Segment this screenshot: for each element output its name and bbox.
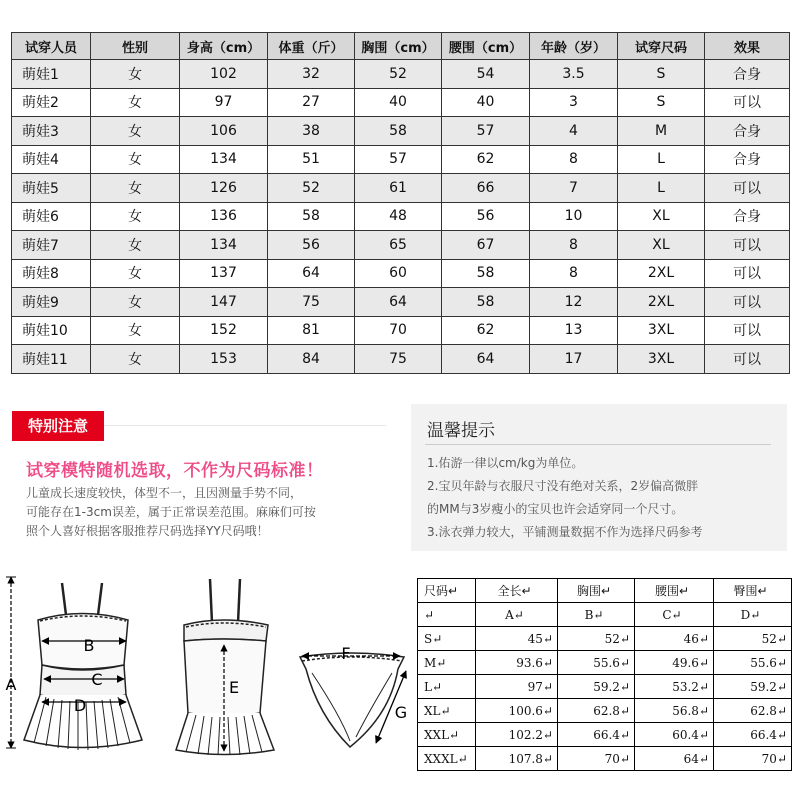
cell-tester: 萌娃2	[12, 88, 91, 117]
cell-weight: 38	[268, 117, 355, 146]
size-cell-hip: 59.2↵	[714, 675, 792, 699]
cell-weight: 75	[268, 288, 355, 317]
size-header-hip: 臀围↵	[714, 579, 792, 603]
diagram-label-f: F	[341, 644, 351, 663]
cell-gender: 女	[91, 117, 180, 146]
table-row	[418, 675, 792, 699]
size-cell-chest: 59.2↵	[558, 675, 635, 699]
size-header-size: 尺码↵	[418, 579, 476, 603]
measurement-diagram	[0, 565, 418, 760]
diagram-label-a: A	[5, 675, 17, 694]
cell-age: 3	[530, 88, 618, 117]
cell-chest: 52	[355, 60, 442, 89]
cell-chest: 40	[355, 88, 442, 117]
table-row	[418, 627, 792, 651]
notice-body	[26, 484, 386, 541]
cell-age: 12	[530, 288, 618, 317]
size-cell-size: XXXL↵	[418, 747, 476, 771]
cell-gender: 女	[91, 88, 180, 117]
size-cell-length: 102.2↵	[476, 723, 558, 747]
table-row	[12, 288, 790, 317]
cell-weight: 84	[268, 345, 355, 374]
size-cell-length: 93.6↵	[476, 651, 558, 675]
cell-waist: 62	[442, 316, 530, 345]
diagram-label-b: B	[83, 636, 95, 655]
header-weight: 体重（斤）	[268, 33, 355, 60]
size-cell-waist: 53.2↵	[635, 675, 714, 699]
size-cell-size: L↵	[418, 675, 476, 699]
size-letter-d: D↵	[714, 603, 792, 627]
cell-chest: 61	[355, 174, 442, 203]
header-chest: 胸围（cm）	[355, 33, 442, 60]
cell-tester: 萌娃4	[12, 145, 91, 174]
special-notice-badge: 特别注意	[12, 411, 104, 441]
cell-size: S	[618, 88, 705, 117]
swimsuit-back-drawing	[176, 579, 274, 755]
cell-tester: 萌娃11	[12, 345, 91, 374]
cell-chest: 70	[355, 316, 442, 345]
cell-height: 102	[180, 60, 268, 89]
size-cell-size: XXL↵	[418, 723, 476, 747]
cell-gender: 女	[91, 259, 180, 288]
size-chart-table	[417, 578, 792, 771]
cell-gender: 女	[91, 345, 180, 374]
size-cell-hip: 70↵	[714, 747, 792, 771]
cell-height: 136	[180, 202, 268, 231]
cell-waist: 57	[442, 117, 530, 146]
cell-weight: 64	[268, 259, 355, 288]
size-cell-waist: 56.8↵	[635, 699, 714, 723]
table-row	[12, 117, 790, 146]
cell-effect: 可以	[705, 259, 790, 288]
try-on-table	[11, 32, 790, 374]
cell-age: 8	[530, 259, 618, 288]
size-letter-blank: ↵	[418, 603, 476, 627]
cell-age: 4	[530, 117, 618, 146]
header-size: 试穿尺码	[618, 33, 705, 60]
size-cell-length: 97↵	[476, 675, 558, 699]
table-row	[12, 60, 790, 89]
size-cell-hip: 55.6↵	[714, 651, 792, 675]
cell-size: L	[618, 145, 705, 174]
tips-divider	[425, 444, 771, 445]
size-cell-length: 107.8↵	[476, 747, 558, 771]
cell-waist: 62	[442, 145, 530, 174]
size-chart-header	[418, 579, 792, 603]
header-gender: 性别	[91, 33, 180, 60]
diagram-label-c: C	[91, 670, 103, 689]
cell-effect: 合身	[705, 202, 790, 231]
size-cell-chest: 52↵	[558, 627, 635, 651]
cell-size: 3XL	[618, 316, 705, 345]
table-row	[12, 88, 790, 117]
cell-height: 134	[180, 231, 268, 260]
cell-effect: 可以	[705, 231, 790, 260]
cell-tester: 萌娃10	[12, 316, 91, 345]
cell-size: XL	[618, 202, 705, 231]
tip-4: 3.泳衣弹力较大，平铺测量数据不作为选择尺码参考	[427, 525, 703, 539]
cell-gender: 女	[91, 145, 180, 174]
tips-title: 温馨提示	[427, 421, 495, 441]
table-row	[12, 231, 790, 260]
cell-age: 3.5	[530, 60, 618, 89]
table-row	[418, 699, 792, 723]
cell-waist: 58	[442, 259, 530, 288]
size-cell-hip: 52↵	[714, 627, 792, 651]
cell-chest: 64	[355, 288, 442, 317]
tip-2: 2.宝贝年龄与衣服尺寸没有绝对关系，2岁偏高微胖	[427, 479, 699, 493]
diagram-label-e: E	[228, 678, 240, 697]
size-cell-chest: 62.8↵	[558, 699, 635, 723]
table-row	[12, 202, 790, 231]
cell-chest: 58	[355, 117, 442, 146]
tip-3: 的MM与3岁瘦小的宝贝也许会适穿同一个尺寸。	[427, 502, 684, 516]
cell-age: 13	[530, 316, 618, 345]
cell-weight: 56	[268, 231, 355, 260]
cell-tester: 萌娃7	[12, 231, 91, 260]
cell-waist: 40	[442, 88, 530, 117]
cell-waist: 66	[442, 174, 530, 203]
table-row	[12, 316, 790, 345]
cell-age: 7	[530, 174, 618, 203]
cell-age: 10	[530, 202, 618, 231]
size-cell-waist: 49.6↵	[635, 651, 714, 675]
cell-tester: 萌娃3	[12, 117, 91, 146]
cell-effect: 合身	[705, 145, 790, 174]
size-cell-chest: 66.4↵	[558, 723, 635, 747]
cell-chest: 48	[355, 202, 442, 231]
header-effect: 效果	[705, 33, 790, 60]
cell-waist: 67	[442, 231, 530, 260]
cell-chest: 65	[355, 231, 442, 260]
size-header-chest: 胸围↵	[558, 579, 635, 603]
cell-size: 3XL	[618, 345, 705, 374]
cell-height: 153	[180, 345, 268, 374]
cell-chest: 57	[355, 145, 442, 174]
cell-effect: 可以	[705, 316, 790, 345]
table-row	[418, 723, 792, 747]
cell-waist: 54	[442, 60, 530, 89]
cell-gender: 女	[91, 316, 180, 345]
cell-size: M	[618, 117, 705, 146]
cell-waist: 64	[442, 345, 530, 374]
table-row	[12, 259, 790, 288]
cell-chest: 60	[355, 259, 442, 288]
cell-height: 137	[180, 259, 268, 288]
cell-tester: 萌娃1	[12, 60, 91, 89]
size-cell-hip: 66.4↵	[714, 723, 792, 747]
notice-divider	[104, 425, 386, 426]
size-cell-chest: 55.6↵	[558, 651, 635, 675]
tips-list	[427, 452, 783, 544]
notice-line-1: 儿童成长速度较快，体型不一，且因测量手势不同，	[26, 486, 303, 500]
cell-chest: 75	[355, 345, 442, 374]
cell-gender: 女	[91, 174, 180, 203]
cell-gender: 女	[91, 202, 180, 231]
cell-size: 2XL	[618, 288, 705, 317]
cell-weight: 51	[268, 145, 355, 174]
size-cell-hip: 62.8↵	[714, 699, 792, 723]
cell-size: L	[618, 174, 705, 203]
cell-weight: 52	[268, 174, 355, 203]
table-row	[12, 145, 790, 174]
diagram-label-d: D	[73, 696, 87, 715]
cell-effect: 可以	[705, 288, 790, 317]
size-cell-size: XL↵	[418, 699, 476, 723]
cell-tester: 萌娃6	[12, 202, 91, 231]
size-cell-length: 45↵	[476, 627, 558, 651]
size-letter-c: C↵	[635, 603, 714, 627]
header-height: 身高（cm）	[180, 33, 268, 60]
cell-waist: 58	[442, 288, 530, 317]
try-on-table-header	[12, 33, 790, 60]
cell-height: 134	[180, 145, 268, 174]
cell-height: 152	[180, 316, 268, 345]
notice-line-3: 照个人喜好根据客服推荐尺码选择YY尺码哦！	[26, 524, 269, 538]
cell-gender: 女	[91, 60, 180, 89]
size-cell-waist: 60.4↵	[635, 723, 714, 747]
size-chart-letter-row	[418, 603, 792, 627]
cell-waist: 56	[442, 202, 530, 231]
header-age: 年龄（岁）	[530, 33, 618, 60]
cell-size: S	[618, 60, 705, 89]
cell-age: 8	[530, 145, 618, 174]
cell-weight: 81	[268, 316, 355, 345]
cell-weight: 27	[268, 88, 355, 117]
cell-size: 2XL	[618, 259, 705, 288]
cell-height: 106	[180, 117, 268, 146]
notice-headline: 试穿模特随机选取，不作为尺码标准！	[26, 461, 324, 481]
cell-gender: 女	[91, 231, 180, 260]
cell-age: 17	[530, 345, 618, 374]
size-cell-waist: 46↵	[635, 627, 714, 651]
table-row	[418, 651, 792, 675]
notice-line-2: 可能存在1-3cm误差，属于正常误差范围。麻麻们可按	[26, 505, 316, 519]
tip-1: 1.佑游一律以cm/kg为单位。	[427, 456, 584, 470]
table-row	[12, 345, 790, 374]
diagram-label-g: G	[394, 703, 408, 722]
cell-gender: 女	[91, 288, 180, 317]
size-letter-b: B↵	[558, 603, 635, 627]
cell-age: 8	[530, 231, 618, 260]
size-cell-size: S↵	[418, 627, 476, 651]
size-header-waist: 腰围↵	[635, 579, 714, 603]
cell-tester: 萌娃8	[12, 259, 91, 288]
cell-tester: 萌娃5	[12, 174, 91, 203]
warm-tips-box	[411, 404, 787, 551]
cell-weight: 58	[268, 202, 355, 231]
table-row	[12, 174, 790, 203]
cell-weight: 32	[268, 60, 355, 89]
header-waist: 腰围（cm）	[442, 33, 530, 60]
swimsuit-front-drawing	[24, 583, 142, 750]
cell-height: 97	[180, 88, 268, 117]
header-tester: 试穿人员	[12, 33, 91, 60]
size-cell-length: 100.6↵	[476, 699, 558, 723]
cell-tester: 萌娃9	[12, 288, 91, 317]
cell-effect: 合身	[705, 60, 790, 89]
cell-effect: 可以	[705, 88, 790, 117]
cell-height: 147	[180, 288, 268, 317]
size-header-length: 全长↵	[476, 579, 558, 603]
cell-effect: 合身	[705, 117, 790, 146]
cell-effect: 可以	[705, 174, 790, 203]
table-row	[418, 747, 792, 771]
cell-height: 126	[180, 174, 268, 203]
size-cell-chest: 70↵	[558, 747, 635, 771]
cell-effect: 可以	[705, 345, 790, 374]
size-cell-waist: 64↵	[635, 747, 714, 771]
size-cell-size: M↵	[418, 651, 476, 675]
size-letter-a: A↵	[476, 603, 558, 627]
bottoms-drawing	[300, 653, 404, 747]
cell-size: XL	[618, 231, 705, 260]
